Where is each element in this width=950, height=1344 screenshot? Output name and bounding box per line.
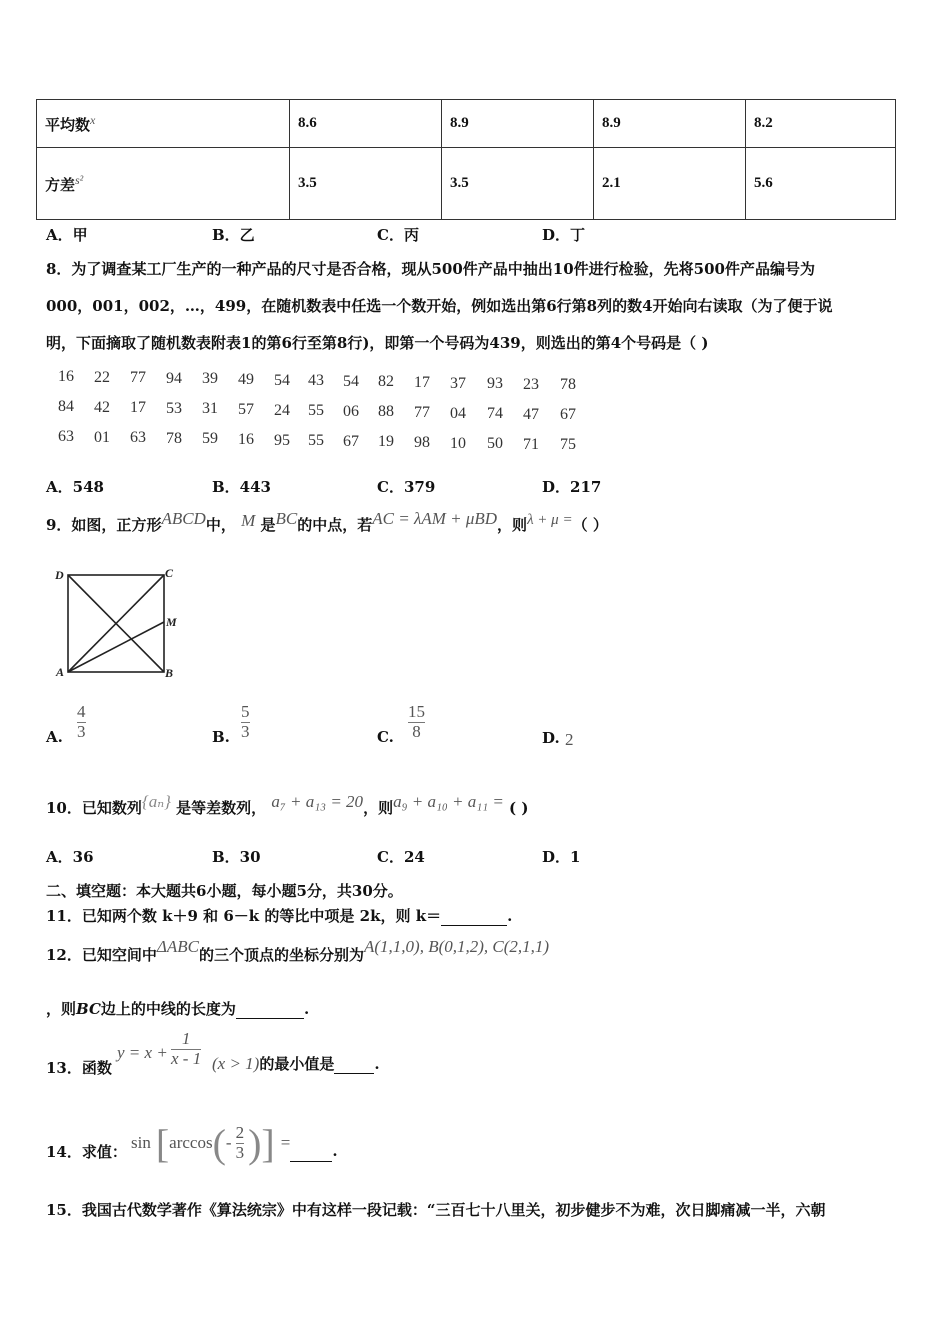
random-number-cell: 94 xyxy=(166,370,182,387)
random-number-cell: 24 xyxy=(274,402,290,419)
answer-blank[interactable] xyxy=(441,907,507,926)
label-d: D xyxy=(55,568,64,582)
random-number-cell: 74 xyxy=(487,405,503,422)
q9-option-b[interactable]: B. xyxy=(212,728,230,746)
fraction-1-over-x-minus-1: 1 x - 1 xyxy=(171,1029,202,1068)
answer-blank[interactable] xyxy=(290,1143,332,1162)
q15-question: 15．我国古代数学著作《算法统宗》中有这样一段记载：“三百七十八里关，初步健步不为难，次日脚痛减一半，六朝 xyxy=(46,1201,826,1219)
random-number-cell: 31 xyxy=(202,400,218,417)
random-number-cell: 37 xyxy=(450,375,466,392)
random-number-cell: 78 xyxy=(560,376,576,393)
q8-option-b[interactable]: B．443 xyxy=(212,478,271,496)
q10-option-a[interactable]: A．36 xyxy=(46,848,94,866)
random-number-cell: 67 xyxy=(560,406,576,423)
random-number-cell: 53 xyxy=(166,400,182,417)
random-number-cell: 77 xyxy=(130,369,146,386)
random-number-cell: 84 xyxy=(58,398,74,415)
q7-option-a[interactable]: A．甲 xyxy=(46,226,88,244)
q13-lhs: y = x + xyxy=(117,1043,168,1062)
label-c: C xyxy=(165,566,174,580)
label-a: A xyxy=(56,665,65,679)
q10-option-c[interactable]: C．24 xyxy=(377,848,425,866)
q7-option-b[interactable]: B．乙 xyxy=(212,226,255,244)
random-number-cell: 50 xyxy=(487,435,503,452)
random-number-cell: 47 xyxy=(523,406,539,423)
fraction-5-3: 5 3 xyxy=(241,702,250,741)
q9-option-c[interactable]: C. xyxy=(377,728,394,746)
q7-option-c[interactable]: C．丙 xyxy=(377,226,419,244)
random-number-cell: 54 xyxy=(274,372,290,389)
random-number-cell: 43 xyxy=(308,372,324,389)
row-label-mean: 平均数$^x$ xyxy=(37,100,290,148)
section-2-title: 二、填空题：本大题共6小题，每小题5分，共30分。 xyxy=(46,882,403,900)
random-number-cell: 88 xyxy=(378,403,394,420)
q10-option-d[interactable]: D．1 xyxy=(542,848,581,866)
q9-option-d[interactable]: D. 2 xyxy=(542,729,574,749)
q12-question-line-2: ，则BC边上的中线的长度为 . xyxy=(46,1000,310,1018)
answer-blank[interactable] xyxy=(334,1055,374,1074)
cell: 3.5 xyxy=(442,148,594,220)
random-number-cell: 67 xyxy=(343,433,359,450)
random-number-cell: 16 xyxy=(58,368,74,385)
random-number-cell: 57 xyxy=(238,401,254,418)
q14-label: 14．求值： xyxy=(46,1143,127,1161)
fraction-2-3: $\frac{2}{3}$ xyxy=(235,1122,245,1162)
label-m: M xyxy=(166,615,177,629)
cell: 5.6 xyxy=(746,148,896,220)
cell: 8.6 xyxy=(290,100,442,148)
q7-option-d[interactable]: D．丁 xyxy=(542,226,586,244)
random-number-cell: 01 xyxy=(94,429,110,446)
random-number-cell: 78 xyxy=(166,430,182,447)
random-number-cell: 63 xyxy=(58,428,74,445)
q10-question: 10．已知数列{aₙ} 是等差数列， a₇ + a₁₃ = 20，则a₉ + a₁₀ + a₁₁ = ( ) xyxy=(46,792,529,817)
q8-option-c[interactable]: C．379 xyxy=(377,478,436,496)
label-b: B xyxy=(165,666,174,680)
random-number-cell: 16 xyxy=(238,431,254,448)
random-number-cell: 71 xyxy=(523,436,539,453)
cell: 2.1 xyxy=(594,148,746,220)
statistics-table xyxy=(36,99,896,220)
cell: 3.5 xyxy=(290,148,442,220)
random-number-cell: 98 xyxy=(414,434,430,451)
random-number-cell: 19 xyxy=(378,433,394,450)
random-number-cell: 22 xyxy=(94,369,110,386)
cell: 8.2 xyxy=(746,100,896,148)
random-number-cell: 59 xyxy=(202,430,218,447)
cell: 8.9 xyxy=(442,100,594,148)
q12-question: 12．已知空间中ΔABC的三个顶点的坐标分别为A(1,1,0), B(0,1,2), C(2,1,1) xyxy=(46,937,550,964)
fraction-15-8: 15 8 xyxy=(408,702,425,741)
q9-question: 9．如图，正方形ABCD中， M 是BC的中点，若AC = λAM + μBD，则λ + μ =（ ） xyxy=(46,509,608,534)
sequence-an: {aₙ} xyxy=(141,792,171,811)
random-number-cell: 42 xyxy=(94,399,110,416)
row-label-variance: 方差$^{s^2}$ xyxy=(37,148,290,220)
random-number-cell: 17 xyxy=(130,399,146,416)
q8-line-2: 000，001，002，…，499，在随机数表中任选一个数开始，例如选出第6行第8列的数4开始向右读取（为了便于说 xyxy=(46,297,833,315)
random-number-cell: 75 xyxy=(560,436,576,453)
square-diagram xyxy=(52,566,182,681)
q14-expression: sin [ arccos ( - $\frac{2}{3}$ ) ] = . xyxy=(131,1120,338,1166)
answer-blank[interactable] xyxy=(236,1000,304,1019)
random-number-cell: 54 xyxy=(343,373,359,390)
table-row-mean xyxy=(37,100,896,148)
random-number-cell: 77 xyxy=(414,404,430,421)
random-number-cell: 55 xyxy=(308,402,324,419)
q9-option-a[interactable]: A. xyxy=(46,728,63,746)
random-number-cell: 17 xyxy=(414,374,430,391)
q13-label: 13．函数 xyxy=(46,1059,112,1077)
q10-option-b[interactable]: B．30 xyxy=(212,848,261,866)
cell: 8.9 xyxy=(594,100,746,148)
random-number-cell: 49 xyxy=(238,371,254,388)
random-number-cell: 39 xyxy=(202,370,218,387)
random-number-cell: 95 xyxy=(274,432,290,449)
random-number-cell: 55 xyxy=(308,432,324,449)
random-number-cell: 04 xyxy=(450,405,466,422)
q8-option-d[interactable]: D．217 xyxy=(542,478,602,496)
q8-option-a[interactable]: A．548 xyxy=(46,478,104,496)
q8-line-3: 明，下面摘取了随机数表附表1的第6行至第8行)，即第一个号码为439，则选出的第4个号码是（ ) xyxy=(46,334,709,352)
random-number-cell: 06 xyxy=(343,403,359,420)
random-number-cell: 93 xyxy=(487,375,503,392)
q8-line-1: 8．为了调查某工厂生产的一种产品的尺寸是否合格，现从500件产品中抽出10件进行检验，先将500件产品编号为 xyxy=(46,260,815,278)
random-number-cell: 10 xyxy=(450,435,466,452)
q13-tail: (x > 1)的最小值是 . xyxy=(212,1054,380,1073)
random-number-cell: 82 xyxy=(378,373,394,390)
random-number-cell: 63 xyxy=(130,429,146,446)
q11-question: 11．已知两个数 k＋9 和 6－k 的等比中项是 2k，则 k＝ . xyxy=(46,907,513,925)
random-number-cell: 23 xyxy=(523,376,539,393)
fraction-4-3: 4 3 xyxy=(77,702,86,741)
table-row-variance xyxy=(37,148,896,220)
